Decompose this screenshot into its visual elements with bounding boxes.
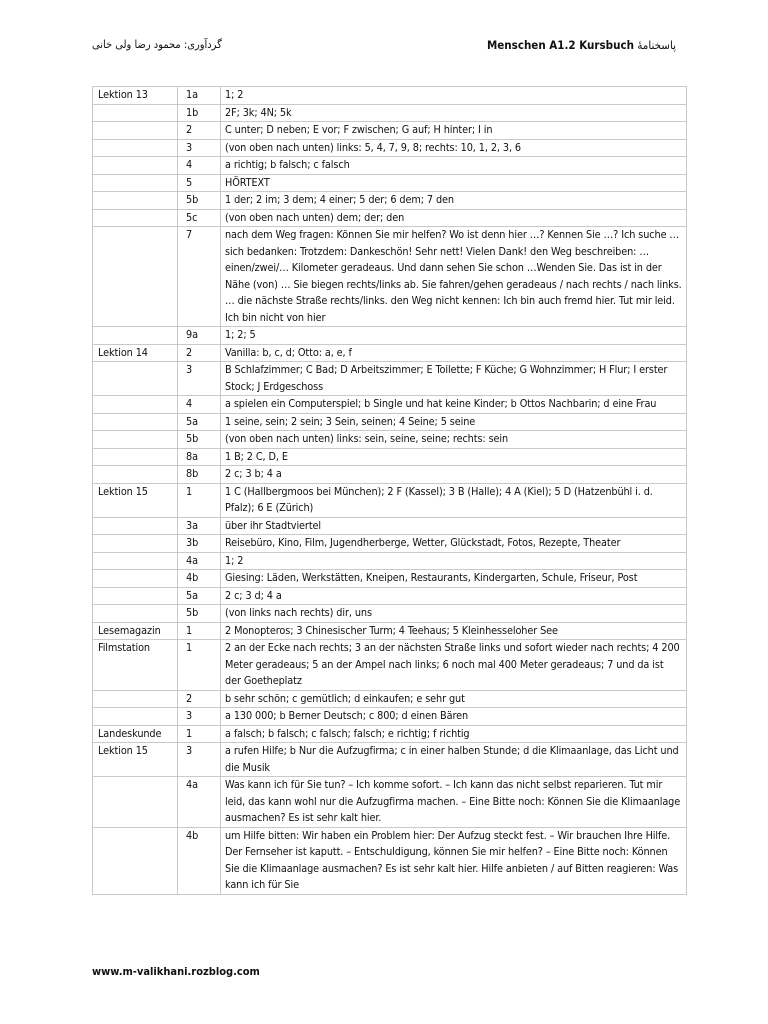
lektion-cell (93, 192, 178, 210)
table-row (93, 605, 687, 623)
answer-cell: nach dem Weg fragen: Können Sie mir helfen? Wo ist denn hier …? Kennen Sie …? Ich suche … sich bedanken: Trotzdem: Dankeschön! Sehr nett! Vielen Dank! den Weg beschreiben: … einen/zwei/… Kilometer geradeaus. Und dann sehen Sie schon …Wenden Sie. Das ist in der Nähe (von) … Sie biegen rechts/links ab. Sie fahren/gehen geradeaus / nach rechts / nach links. … die nächste Straße rechts/links. den Weg nicht kennen: Ich bin auch fremd hier. Tut mir leid. Ich bin nicht von hier (221, 227, 687, 327)
table-row (93, 87, 687, 105)
exercise-number-cell: 1 (178, 640, 221, 691)
table-row (93, 362, 687, 396)
table-row (93, 327, 687, 345)
exercise-number-cell: 2 (178, 690, 221, 708)
lektion-cell (93, 517, 178, 535)
book-suffix: پاسخنامهٔ (637, 38, 676, 52)
exercise-number-cell: 4b (178, 827, 221, 894)
answer-cell: 2 Monopteros; 3 Chinesischer Turm; 4 Teehaus; 5 Kleinhesseloher See (221, 622, 687, 640)
table-row (93, 431, 687, 449)
lektion-cell (93, 570, 178, 588)
table-row (93, 517, 687, 535)
exercise-number-cell: 2 (178, 122, 221, 140)
lektion-cell (93, 552, 178, 570)
table-row (93, 174, 687, 192)
lektion-cell (93, 362, 178, 396)
lektion-cell (93, 708, 178, 726)
table-row (93, 777, 687, 828)
lektion-cell (93, 413, 178, 431)
answer-cell: 2 c; 3 b; 4 a (221, 466, 687, 484)
table-row (93, 827, 687, 894)
answer-cell: 1 C (Hallbergmoos bei München); 2 F (Kassel); 3 B (Halle); 4 A (Kiel); 5 D (Hatzenbühl i. d. Pfalz); 6 E (Zürich) (221, 483, 687, 517)
exercise-number-cell: 8a (178, 448, 221, 466)
table-row (93, 743, 687, 777)
table-row (93, 587, 687, 605)
exercise-number-cell: 1a (178, 87, 221, 105)
table-row (93, 552, 687, 570)
footer-url: www.m-valikhani.rozblog.com (92, 965, 260, 978)
table-row (93, 725, 687, 743)
exercise-number-cell: 5a (178, 587, 221, 605)
exercise-number-cell: 4b (178, 570, 221, 588)
lektion-cell (93, 122, 178, 140)
answer-cell: über ihr Stadtviertel (221, 517, 687, 535)
answer-key-table (92, 86, 687, 895)
table-row (93, 622, 687, 640)
lektion-cell (93, 587, 178, 605)
answer-cell: a rufen Hilfe; b Nur die Aufzugfirma; c in einer halben Stunde; d die Klimaanlage, das Licht und die Musik (221, 743, 687, 777)
table-row (93, 535, 687, 553)
answer-cell: a falsch; b falsch; c falsch; falsch; e richtig; f richtig (221, 725, 687, 743)
lektion-cell: Landeskunde (93, 725, 178, 743)
exercise-number-cell: 1 (178, 483, 221, 517)
answer-key-body (93, 87, 687, 895)
table-row (93, 640, 687, 691)
table-row (93, 192, 687, 210)
lektion-cell (93, 605, 178, 623)
exercise-number-cell: 5b (178, 192, 221, 210)
exercise-number-cell: 5b (178, 431, 221, 449)
lektion-cell (93, 174, 178, 192)
table-row (93, 466, 687, 484)
answer-cell: Giesing: Läden, Werkstätten, Kneipen, Restaurants, Kindergarten, Schule, Friseur, Post (221, 570, 687, 588)
answer-cell: 1 B; 2 C, D, E (221, 448, 687, 466)
answer-cell: Reisebüro, Kino, Film, Jugendherberge, Wetter, Glückstadt, Fotos, Rezepte, Theater (221, 535, 687, 553)
exercise-number-cell: 9a (178, 327, 221, 345)
answer-cell: a richtig; b falsch; c falsch (221, 157, 687, 175)
lektion-cell (93, 327, 178, 345)
exercise-number-cell: 4 (178, 157, 221, 175)
answer-cell: HÖRTEXT (221, 174, 687, 192)
exercise-number-cell: 5a (178, 413, 221, 431)
table-row (93, 396, 687, 414)
answer-cell: 1; 2 (221, 552, 687, 570)
exercise-number-cell: 3 (178, 362, 221, 396)
exercise-number-cell: 7 (178, 227, 221, 327)
answer-cell: Vanilla: b, c, d; Otto: a, e, f (221, 344, 687, 362)
lektion-cell (93, 396, 178, 414)
lektion-cell: Lektion 15 (93, 743, 178, 777)
table-row (93, 690, 687, 708)
lektion-cell (93, 431, 178, 449)
lektion-cell (93, 690, 178, 708)
book-title (487, 38, 676, 52)
lektion-cell (93, 535, 178, 553)
answer-cell: (von links nach rechts) dir, uns (221, 605, 687, 623)
table-row (93, 448, 687, 466)
answer-cell: (von oben nach unten) links: sein, seine, seine; rechts: sein (221, 431, 687, 449)
exercise-number-cell: 3a (178, 517, 221, 535)
exercise-number-cell: 8b (178, 466, 221, 484)
lektion-cell (93, 777, 178, 828)
answer-cell: B Schlafzimmer; C Bad; D Arbeitszimmer; E Toilette; F Küche; G Wohnzimmer; H Flur; I erster Stock; J Erdgeschoss (221, 362, 687, 396)
lektion-cell: Filmstation (93, 640, 178, 691)
table-row (93, 122, 687, 140)
lektion-cell: Lesemagazin (93, 622, 178, 640)
lektion-cell (93, 827, 178, 894)
book-name: Menschen A1.2 Kursbuch (486, 38, 634, 52)
lektion-cell: Lektion 15 (93, 483, 178, 517)
answer-cell: 1 seine, sein; 2 sein; 3 Sein, seinen; 4 Seine; 5 seine (221, 413, 687, 431)
lektion-cell: Lektion 14 (93, 344, 178, 362)
exercise-number-cell: 4a (178, 552, 221, 570)
exercise-number-cell: 3 (178, 743, 221, 777)
answer-cell: a spielen ein Computerspiel; b Single und hat keine Kinder; b Ottos Nachbarin; d eine Frau (221, 396, 687, 414)
lektion-cell (93, 139, 178, 157)
table-row (93, 570, 687, 588)
exercise-number-cell: 3b (178, 535, 221, 553)
table-row (93, 157, 687, 175)
table-row (93, 708, 687, 726)
table-row (93, 104, 687, 122)
lektion-cell (93, 466, 178, 484)
answer-cell: 2 c; 3 d; 4 a (221, 587, 687, 605)
answer-cell: C unter; D neben; E vor; F zwischen; G auf; H hinter; I in (221, 122, 687, 140)
exercise-number-cell: 2 (178, 344, 221, 362)
answer-cell: 1; 2 (221, 87, 687, 105)
exercise-number-cell: 5 (178, 174, 221, 192)
exercise-number-cell: 3 (178, 139, 221, 157)
answer-cell: um Hilfe bitten: Wir haben ein Problem hier: Der Aufzug steckt fest. – Wir brauchen Ihre Hilfe. Der Fernseher ist kaputt. – Entschuldigung, können Sie mir helfen? – Eine Bitte noch: Können Sie die Klimaanlage ausmachen? Es ist sehr kalt hier. Hilfe anbieten / auf Bitten reagieren: Was kann ich für Sie (221, 827, 687, 894)
lektion-cell: Lektion 13 (93, 87, 178, 105)
lektion-cell (93, 104, 178, 122)
lektion-cell (93, 227, 178, 327)
exercise-number-cell: 5c (178, 209, 221, 227)
exercise-number-cell: 5b (178, 605, 221, 623)
table-row (93, 483, 687, 517)
exercise-number-cell: 1b (178, 104, 221, 122)
answer-cell: b sehr schön; c gemütlich; d einkaufen; e sehr gut (221, 690, 687, 708)
lektion-cell (93, 448, 178, 466)
exercise-number-cell: 3 (178, 708, 221, 726)
exercise-number-cell: 1 (178, 725, 221, 743)
lektion-cell (93, 209, 178, 227)
answer-cell: 2 an der Ecke nach rechts; 3 an der nächsten Straße links und sofort wieder nach rechts; 4 200 Meter geradeaus; 5 an der Ampel nach links; 6 noch mal 400 Meter geradeaus; 7 und da ist der Goetheplatz (221, 640, 687, 691)
answer-cell: 1 der; 2 im; 3 dem; 4 einer; 5 der; 6 dem; 7 den (221, 192, 687, 210)
lektion-cell (93, 157, 178, 175)
answer-cell: a 130 000; b Berner Deutsch; c 800; d einen Bären (221, 708, 687, 726)
table-row (93, 227, 687, 327)
answer-cell: (von oben nach unten) links: 5, 4, 7, 9, 8; rechts: 10, 1, 2, 3, 6 (221, 139, 687, 157)
compiler-credit: گردآوری: محمود رضا ولی خانی (92, 38, 222, 51)
exercise-number-cell: 1 (178, 622, 221, 640)
answer-cell: (von oben nach unten) dem; der; den (221, 209, 687, 227)
answer-cell: Was kann ich für Sie tun? – Ich komme sofort. – Ich kann das nicht selbst reparieren. Tut mir leid, das kann wohl nur die Aufzugfirma machen. – Eine Bitte noch: Können Sie die Klimaanlage ausmachen? Es ist sehr kalt hier. (221, 777, 687, 828)
table-row (93, 209, 687, 227)
answer-cell: 2F; 3k; 4N; 5k (221, 104, 687, 122)
table-row (93, 413, 687, 431)
exercise-number-cell: 4a (178, 777, 221, 828)
table-row (93, 139, 687, 157)
exercise-number-cell: 4 (178, 396, 221, 414)
table-row (93, 344, 687, 362)
answer-cell: 1; 2; 5 (221, 327, 687, 345)
